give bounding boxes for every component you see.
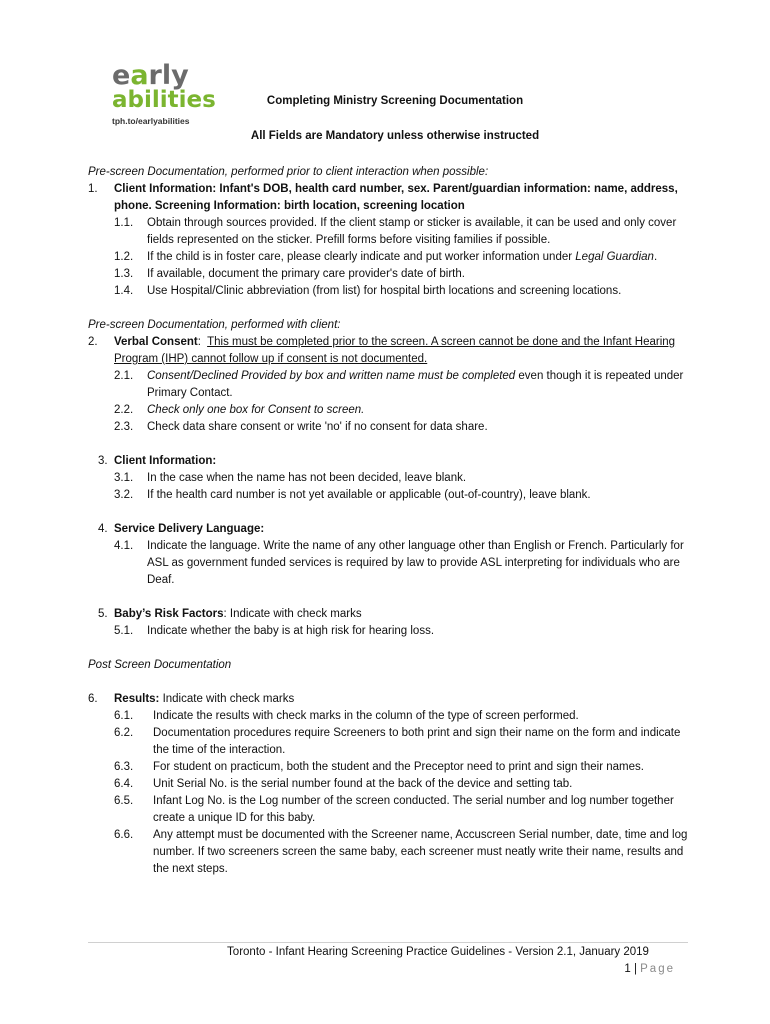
sub-item-3-2: 3.2. If the health card number is not yet available or applicable (out-of-country), leave blank.: [114, 489, 591, 501]
sub-item-2-2: 2.2. Check only one box for Consent to screen.: [114, 404, 365, 416]
list-item-4: 4. Service Delivery Language:: [98, 523, 265, 535]
list-item-5: 5. Baby’s Risk Factors: Indicate with check marks: [98, 608, 362, 620]
list-item-6: 6. Results: Indicate with check marks: [88, 693, 295, 705]
sub-item-1-4: 1.4. Use Hospital/Clinic abbreviation (from list) for hospital birth locations and screening locations.: [114, 285, 622, 297]
section-label-prescreen-2: Pre-screen Documentation, performed with client:: [88, 319, 341, 331]
footer-divider: [88, 942, 688, 943]
sub-item-2-1: 2.1. Consent/Declined Provided by box and written name must be completed even though it is repeated under Primary Contact.: [114, 370, 684, 399]
page-title: Completing Ministry Screening Documentation: [266, 95, 524, 107]
sub-item-6-1: 6.1. Indicate the results with check marks in the column of the type of screen performed.: [114, 710, 579, 722]
document-body: [88, 164, 688, 878]
sub-item-6-4: 6.4. Unit Serial No. is the serial number found at the back of the device and setting tab.: [114, 778, 573, 790]
sub-item-2-3: 2.3. Check data share consent or write 'no' if no consent for data share.: [114, 421, 488, 433]
sub-item-6-5: 6.5. Infant Log No. is the Log number of the screen conducted. The serial number and log number together create a unique ID for this baby.: [114, 795, 674, 824]
sub-item-5-1: 5.1. Indicate whether the baby is at high risk for hearing loss.: [114, 625, 435, 637]
page-subtitle: All Fields are Mandatory unless otherwise instructed: [250, 130, 540, 142]
page-number: 1 | Page: [624, 963, 675, 975]
sub-item-6-3: 6.3. For student on practicum, both the student and the Preceptor need to print and sign their names.: [114, 761, 644, 773]
sub-item-1-1: 1.1. Obtain through sources provided. If the client stamp or sticker is available, it can be used and only cover fields represented on the sticker. Prefill forms before visiting families if possible.: [114, 217, 677, 246]
sub-item-6-2: 6.2. Documentation procedures require Screeners to both print and sign their name on the form and indicate the time of the interaction.: [114, 727, 681, 756]
logo-url: tph.to/earlyabilities: [112, 116, 190, 126]
sub-item-1-3: 1.3. If available, document the primary care provider's date of birth.: [114, 268, 465, 280]
section-label-postscreen: Post Screen Documentation: [88, 659, 232, 671]
list-item-2: 2. Verbal Consent: This must be completed prior to the screen. A screen cannot be done and the Infant Hearing Program (IHP) cannot follow up if consent is not documented.: [88, 336, 676, 365]
sub-item-3-1: 3.1. In the case when the name has not been decided, leave blank.: [114, 472, 467, 484]
sub-item-1-2: 1.2. If the child is in foster care, please clearly indicate and put worker information under Legal Guardian.: [114, 251, 658, 263]
section-label-prescreen-1: Pre-screen Documentation, performed prior to client interaction when possible:: [88, 166, 489, 178]
footer-text: Toronto - Infant Hearing Screening Practice Guidelines - Version 2.1, January 2019: [227, 946, 649, 958]
list-item-1: 1. Client Information: Infant's DOB, health card number, sex. Parent/guardian information: name, address, phone. Screening Information: birth location, screening location: [88, 183, 678, 212]
list-item-3: 3. Client Information:: [98, 455, 217, 467]
early-abilities-logo: early abilities tph.to/earlyabilities: [112, 60, 216, 126]
sub-item-4-1: 4.1. Indicate the language. Write the name of any other language other than English or French. Particularly for ASL as government funded services is required by law to provide ASL interpreting for individuals who are Deaf.: [114, 540, 684, 586]
sub-item-6-6: 6.6. Any attempt must be documented with the Screener name, Accuscreen Serial number, date, time and log number. If two screeners screen the same baby, each screener must neatly write their name, results and the next steps.: [114, 829, 688, 875]
